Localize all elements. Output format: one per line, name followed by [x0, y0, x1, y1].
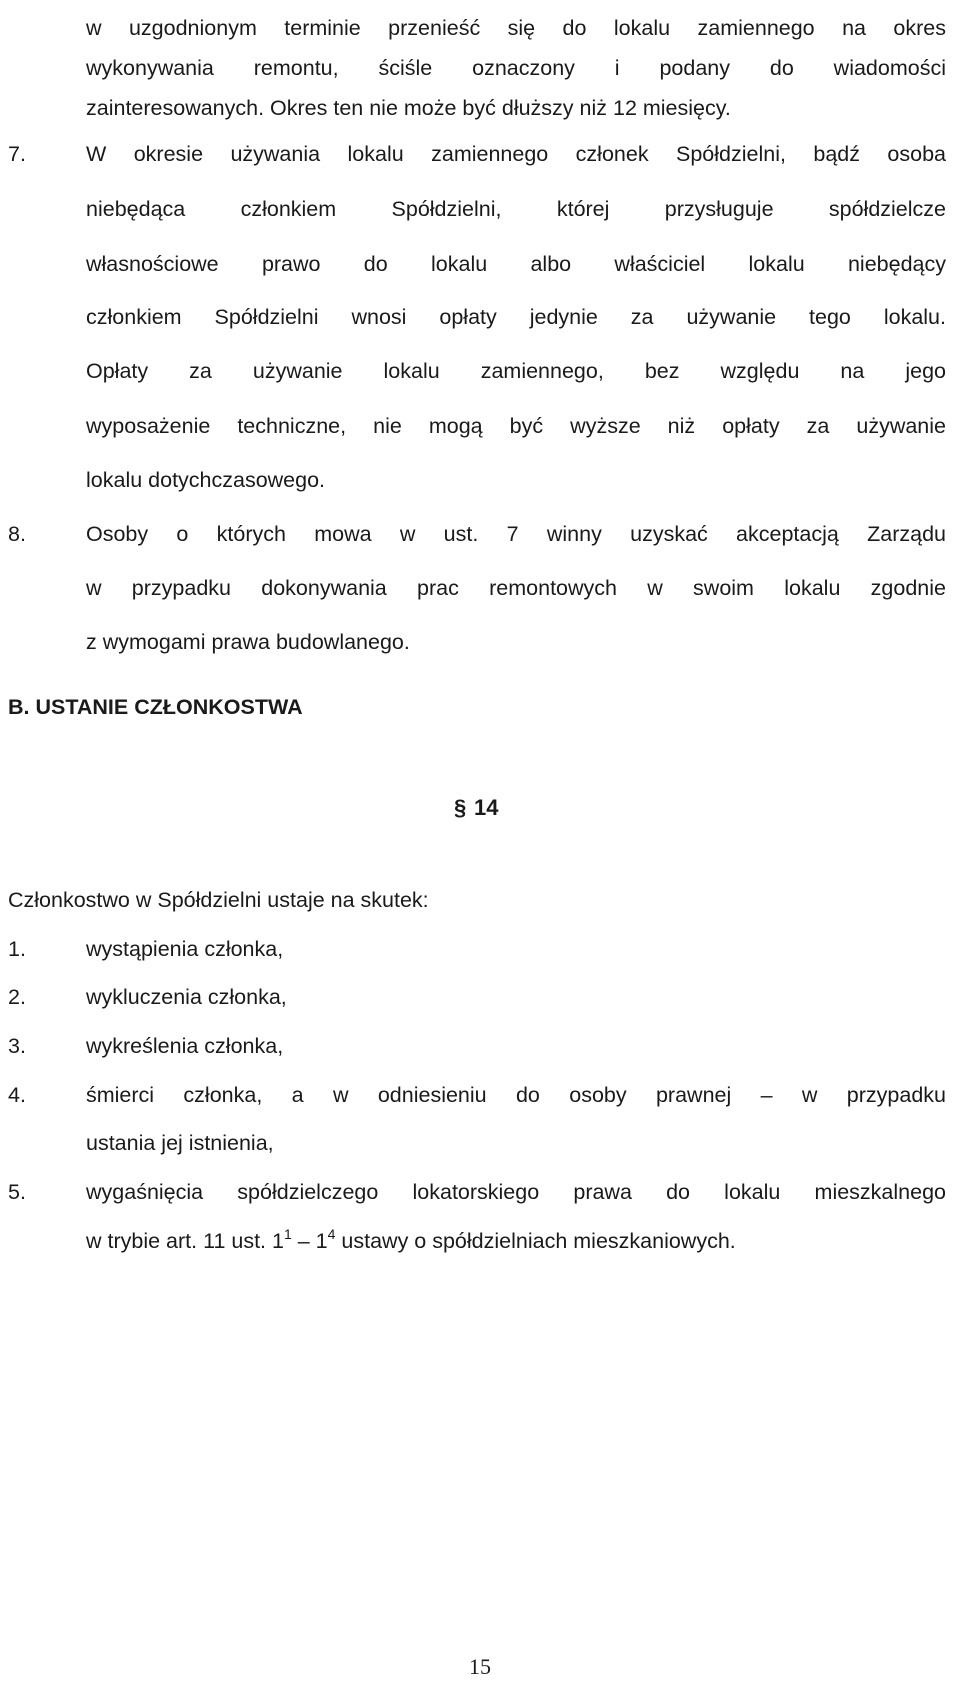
item-7-number: 7. — [8, 142, 26, 166]
page-number: 15 — [469, 1654, 491, 1679]
superscript-4: 4 — [327, 1226, 336, 1242]
list-item-2-text: wykluczenia członka, — [86, 985, 287, 1009]
intro-line-1: w uzgodnionym terminie przenieść się do lokalu zamiennego na okres — [86, 16, 946, 40]
item-8-number: 8. — [8, 522, 26, 546]
list-item-1-number: 1. — [8, 937, 26, 961]
list-item-3-number: 3. — [8, 1034, 26, 1058]
list-item-5-text-before: w trybie art. 11 ust. 1 — [86, 1229, 284, 1253]
paragraph-marker — [454, 793, 498, 823]
item-7-line-3: własnościowe prawo do lokalu albo właściciel lokalu niebędący — [86, 252, 946, 276]
item-7-line-7: lokalu dotychczasowego. — [86, 468, 326, 492]
list-item-4-number: 4. — [8, 1083, 26, 1107]
item-7-line-1: W okresie używania lokalu zamiennego członek Spółdzielni, bądź osoba — [86, 142, 946, 166]
item-7-line-6: wyposażenie techniczne, nie mogą być wyższe niż opłaty za używanie — [86, 414, 946, 438]
list-item-5-text-after: ustawy o spółdzielniach mieszkaniowych. — [335, 1229, 736, 1253]
intro-line-3: zainteresowanych. Okres ten nie może być dłuższy niż 12 miesięcy. — [86, 96, 731, 120]
lead-text: Członkostwo w Spółdzielni ustaje na skutek: — [8, 888, 429, 912]
paragraph-number: 14 — [474, 795, 499, 820]
item-7-line-5: Opłaty za używanie lokalu zamiennego, bez względu na jego — [86, 359, 946, 383]
intro-line-2: wykonywania remontu, ściśle oznaczony i podany do wiadomości — [86, 56, 946, 80]
superscript-1: 1 — [283, 1226, 292, 1242]
item-8-line-3: z wymogami prawa budowlanego. — [86, 630, 410, 654]
list-item-4-line-1: śmierci członka, a w odniesieniu do osoby prawnej – w przypadku — [86, 1083, 946, 1107]
item-8-line-2: w przypadku dokonywania prac remontowych w swoim lokalu zgodnie — [86, 576, 946, 600]
list-item-5-number: 5. — [8, 1180, 26, 1204]
item-7-line-4: członkiem Spółdzielni wnosi opłaty jedynie za używanie tego lokalu. — [86, 305, 946, 329]
list-item-5-dash: – 1 — [291, 1229, 328, 1253]
item-8-line-1: Osoby o których mowa w ust. 7 winny uzyskać akceptacją Zarządu — [86, 522, 946, 546]
paragraph-symbol: § — [454, 795, 467, 820]
list-item-5-line-1: wygaśnięcia spółdzielczego lokatorskiego prawa do lokalu mieszkalnego — [86, 1180, 946, 1204]
list-item-3-text: wykreślenia członka, — [86, 1034, 284, 1058]
list-item-2-number: 2. — [8, 985, 26, 1009]
section-heading: B. USTANIE CZŁONKOSTWA — [8, 695, 303, 719]
item-7-line-2: niebędąca członkiem Spółdzielni, której przysługuje spółdzielcze — [86, 197, 946, 221]
list-item-4-line-2: ustania jej istnienia, — [86, 1131, 274, 1155]
list-item-1-text: wystąpienia członka, — [86, 937, 284, 961]
list-item-5-line-2 — [86, 1227, 736, 1255]
